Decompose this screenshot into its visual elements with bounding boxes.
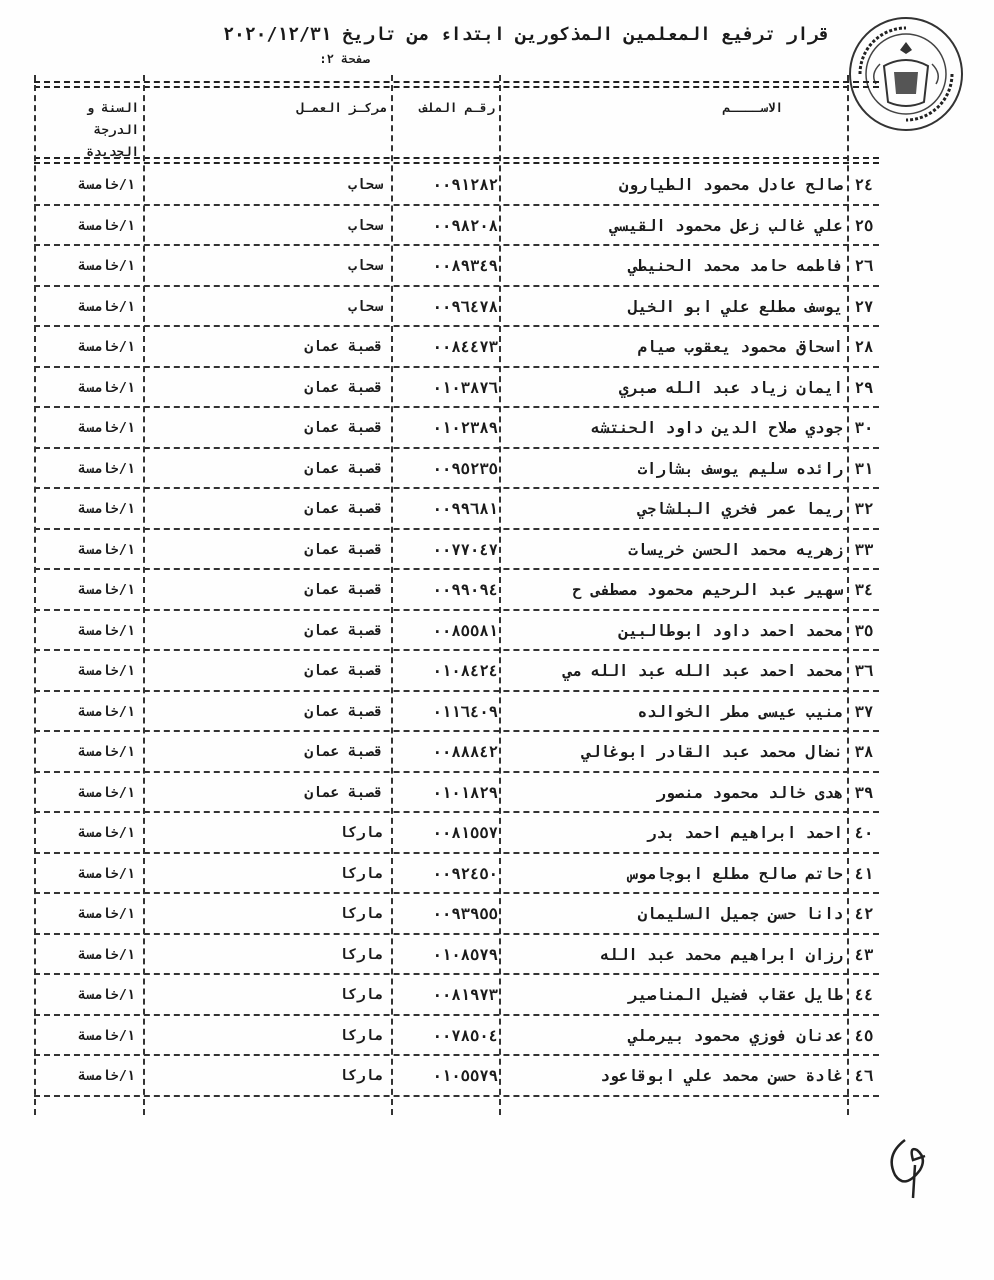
row-new-grade: ١/خامسة: [78, 582, 135, 598]
row-work-center: ماركا: [339, 1068, 383, 1084]
row-name: نضال محمد عبد القادر ابوغالي: [581, 743, 843, 761]
row-number: ٣٨: [854, 743, 874, 761]
table-top-border: [34, 81, 879, 83]
row-new-grade: ١/خامسة: [78, 460, 135, 477]
row-work-center: ماركا: [339, 1027, 383, 1044]
row-separator: [34, 1095, 879, 1097]
row-file-number: ٠١٠٢٣٨٩: [432, 419, 498, 437]
document-title: قرار ترفيع المعلمين المذكورين ابتداء من تاريخ ٢٠٢٠/١٢/٣١: [223, 24, 830, 45]
row-file-number: ٠٠٨١٥٥٧: [432, 824, 498, 842]
row-number: ٤٠: [854, 824, 874, 842]
row-number: ٣٥: [854, 621, 874, 640]
row-file-number: ٠٠٩٩٦٨١: [432, 500, 498, 518]
row-name: عدنان فوزي محمود بيرملي: [628, 1026, 843, 1045]
row-file-number: ٠١٠٥٥٧٩: [432, 1067, 498, 1085]
row-name: جودي صلاح الدين داود الحنتشه: [591, 419, 843, 437]
row-name: علي غالب زعل محمود القيسي: [609, 216, 843, 235]
row-file-number: ٠٠٩٦٤٧٨: [432, 297, 498, 316]
row-name: يوسف مطلع علي ابو الخيل: [628, 297, 843, 316]
table-row: [34, 692, 879, 733]
table-row: [34, 206, 879, 247]
table-row: [34, 651, 879, 692]
signature-icon: [865, 1120, 965, 1200]
row-work-center: قصبة عمان: [304, 622, 383, 639]
table-row: [34, 368, 879, 409]
row-number: ٤٦: [854, 1067, 874, 1085]
row-file-number: ٠١٠٨٥٧٩: [432, 945, 498, 964]
row-name: رائده سليم يوسف بشارات: [637, 459, 843, 478]
table-row: [34, 1016, 879, 1057]
row-file-number: ٠١٠٨٤٢٤: [432, 662, 498, 680]
row-file-number: ٠٠٩٨٢٠٨: [432, 216, 498, 235]
row-work-center: ماركا: [339, 825, 383, 841]
row-work-center: سحاب: [348, 217, 383, 234]
row-number: ٤٥: [854, 1026, 874, 1045]
row-name: ايمان زياد عبد الله صبري: [619, 378, 843, 397]
row-work-center: سحاب: [348, 298, 383, 315]
row-name: هدى خالد محمود منصور: [656, 783, 843, 802]
row-new-grade: ١/خامسة: [78, 1068, 135, 1084]
row-number: ٣٧: [854, 702, 874, 721]
row-work-center: قصبة عمان: [304, 744, 383, 760]
row-file-number: ٠٠٩٣٩٥٥: [432, 905, 498, 923]
row-file-number: ٠٠٩٢٤٥٠: [432, 864, 498, 883]
table-row: [34, 246, 879, 287]
row-number: ٣٠: [854, 419, 874, 437]
row-work-center: قصبة عمان: [304, 541, 383, 558]
row-new-grade: ١/خامسة: [78, 258, 135, 274]
row-name: دانا حسن جميل السليمان: [637, 905, 843, 923]
row-number: ٣٩: [854, 783, 874, 802]
table-row: [34, 935, 879, 976]
row-name: فاطمه حامد محمد الحنيطي: [628, 257, 843, 275]
table-row: [34, 530, 879, 571]
row-work-center: قصبة عمان: [304, 582, 383, 598]
row-new-grade: ١/خامسة: [78, 420, 135, 436]
row-file-number: ٠١٠١٨٢٩: [432, 783, 498, 802]
row-new-grade: ١/خامسة: [78, 339, 135, 355]
row-number: ٤٤: [854, 986, 874, 1004]
row-new-grade: ١/خامسة: [78, 987, 135, 1003]
row-new-grade: ١/خامسة: [78, 663, 135, 679]
row-number: ٢٥: [854, 216, 874, 235]
table-row: [34, 611, 879, 652]
row-name: محمد احمد عبد الله عبد الله مي: [563, 662, 843, 680]
row-number: ٣٤: [854, 581, 874, 599]
row-number: ٣٢: [854, 500, 874, 518]
row-name: اسحاق محمود يعقوب صيام: [637, 338, 843, 356]
row-new-grade: ١/خامسة: [78, 946, 135, 963]
header-grade: السنة و الدرجة الجديدة: [86, 100, 139, 159]
row-work-center: قصبة عمان: [304, 339, 383, 355]
page-number: صفحة ٢:: [319, 52, 370, 66]
row-work-center: ماركا: [339, 987, 383, 1003]
row-new-grade: ١/خامسة: [78, 217, 135, 234]
row-name: زهريه محمد الحسن خريسات: [628, 540, 843, 559]
table-row: [34, 975, 879, 1016]
row-new-grade: ١/خامسة: [78, 865, 135, 882]
table-row: [34, 773, 879, 814]
row-number: ٢٤: [854, 176, 874, 194]
row-new-grade: ١/خامسة: [78, 784, 135, 801]
row-number: ٢٦: [854, 257, 874, 275]
row-name: غادة حسن محمد علي ابوقاعود: [600, 1067, 843, 1085]
table-row: [34, 570, 879, 611]
row-file-number: ٠٠٨٥٥٨١: [432, 621, 498, 640]
row-number: ٤١: [854, 864, 874, 883]
row-number: ٢٩: [854, 378, 874, 397]
table-row: [34, 489, 879, 530]
row-name: حاتم صالح مطلع ابوجاموس: [628, 864, 843, 883]
row-work-center: ماركا: [339, 865, 383, 882]
table-row: [34, 732, 879, 773]
row-name: احمد ابراهيم احمد بدر: [647, 824, 843, 842]
row-new-grade: ١/خامسة: [78, 906, 135, 922]
row-file-number: ٠٠٨٤٤٧٣: [432, 338, 498, 356]
row-work-center: قصبة عمان: [304, 501, 383, 517]
row-file-number: ٠٠٩٥٢٣٥: [432, 459, 498, 478]
row-number: ٣١: [854, 459, 874, 478]
row-file-number: ٠١١٦٤٠٩: [432, 702, 498, 721]
row-number: ٣٦: [854, 662, 874, 680]
table-row: [34, 408, 879, 449]
row-work-center: سحاب: [348, 258, 383, 274]
row-file-number: ٠٠٧٧٠٤٧: [432, 540, 498, 559]
row-file-number: ٠٠٩٩٠٩٤: [432, 581, 498, 599]
row-file-number: ٠٠٧٨٥٠٤: [432, 1026, 498, 1045]
table-row: [34, 287, 879, 328]
row-file-number: ٠٠٨٩٣٤٩: [432, 257, 498, 275]
row-name: محمد احمد داود ابوطالبين: [619, 621, 843, 640]
row-work-center: قصبة عمان: [304, 460, 383, 477]
row-work-center: قصبة عمان: [304, 703, 383, 720]
row-number: ٢٧: [854, 297, 874, 316]
header-file: رقـم الملف: [419, 100, 495, 115]
row-file-number: ٠١٠٣٨٧٦: [432, 378, 498, 397]
row-new-grade: ١/خامسة: [78, 298, 135, 315]
row-file-number: ٠٠٨١٩٧٣: [432, 986, 498, 1004]
row-new-grade: ١/خامسة: [78, 379, 135, 396]
row-work-center: قصبة عمان: [304, 420, 383, 436]
row-work-center: قصبة عمان: [304, 784, 383, 801]
row-new-grade: ١/خامسة: [78, 622, 135, 639]
row-number: ٤٢: [854, 905, 874, 923]
row-new-grade: ١/خامسة: [78, 541, 135, 558]
row-file-number: ٠٠٩١٢٨٢: [432, 176, 498, 194]
header-name: الاســــم: [722, 100, 783, 115]
row-new-grade: ١/خامسة: [78, 703, 135, 720]
promotion-table: [34, 75, 879, 1115]
row-number: ٤٣: [854, 945, 874, 964]
row-file-number: ٠٠٨٨٨٤٢: [432, 743, 498, 761]
row-work-center: قصبة عمان: [304, 379, 383, 396]
row-name: طايل عقاب فضيل المناصير: [628, 986, 843, 1004]
row-name: ريما عمر فخري البلشاجي: [637, 500, 843, 518]
row-new-grade: ١/خامسة: [78, 1027, 135, 1044]
table-row: [34, 327, 879, 368]
row-work-center: ماركا: [339, 946, 383, 963]
header-center: مركـز العمـل: [296, 100, 387, 115]
table-row: [34, 449, 879, 490]
row-name: صالح عادل محمود الطيارون: [619, 176, 843, 194]
row-work-center: ماركا: [339, 906, 383, 922]
row-new-grade: ١/خامسة: [78, 744, 135, 760]
row-name: سهير عبد الرحيم محمود مصطفى ح: [572, 581, 843, 599]
row-name: رزان ابراهيم محمد عبد الله: [600, 945, 843, 964]
row-work-center: سحاب: [348, 177, 383, 193]
row-new-grade: ١/خامسة: [78, 177, 135, 193]
table-row: [34, 854, 879, 895]
row-number: ٣٣: [854, 540, 874, 559]
row-new-grade: ١/خامسة: [78, 825, 135, 841]
row-number: ٢٨: [854, 338, 874, 356]
table-row: [34, 813, 879, 854]
row-work-center: قصبة عمان: [304, 663, 383, 679]
row-name: منيب عيسى مطر الخوالده: [637, 702, 843, 721]
table-row: [34, 894, 879, 935]
row-new-grade: ١/خامسة: [78, 501, 135, 517]
table-row: [34, 165, 879, 206]
table-row: [34, 1056, 879, 1097]
